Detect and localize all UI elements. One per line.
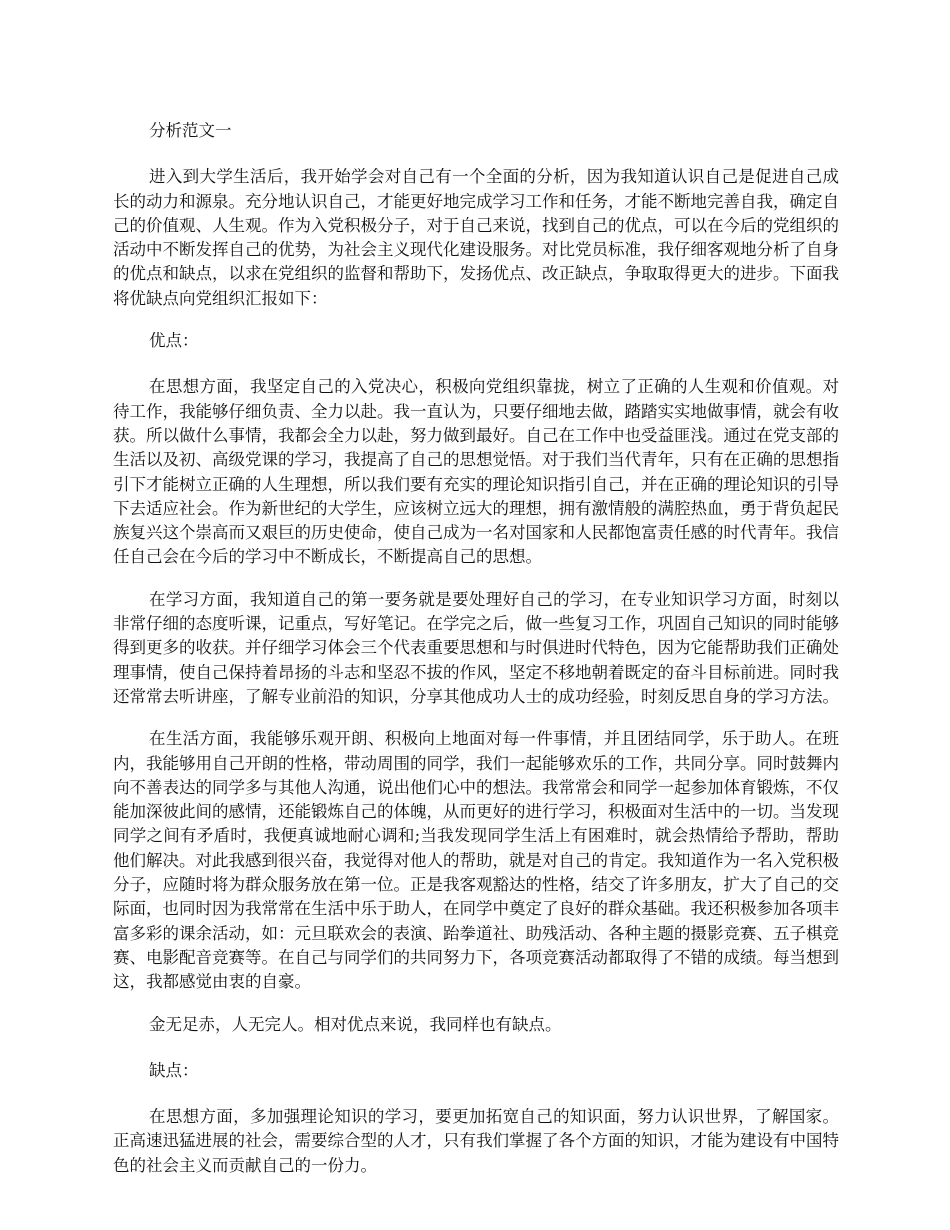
document-body <box>113 119 839 1196</box>
intro-paragraph: 进入到大学生活后，我开始学会对自己有一个全面的分析，因为我知道认识自己是促进自己成长的动力和源泉。充分地认识自己，才能更好地完成学习工作和任务，才能不断地完善自我，确定自己的价值观、人生观。作为入党积极分子，对于自己来说，找到自己的优点，可以在今后的党组织的活动中不断发挥自己的优势，为社会主义现代化建设服务。对比党员标准，我仔细客观地分析了自身的优点和缺点，以求在党组织的监督和帮助下，发扬优点、改正缺点，争取取得更大的进步。下面我将优缺点向党组织汇报如下： <box>113 167 839 308</box>
weaknesses-heading: 缺点： <box>149 1060 199 1080</box>
document-title: 分析范文一 <box>149 121 232 140</box>
transition-paragraph: 金无足赤，人无完人。相对优点来说，我同样也有缺点。 <box>149 1014 562 1034</box>
strength-thought-paragraph: 在思想方面，我坚定自己的入党决心，积极向党组织靠拢，树立了正确的人生观和价值观。对待工作，我能够仔细负责、全力以赴。我一直认为，只要仔细地去做，踏踏实实地做事情，就会有收获。所以做什么事情，我都会全力以赴，努力做到最好。自己在工作中也受益匪浅。通过在党支部的生活以及初、高级党课的学习，我提高了自己的思想觉悟。对于我们当代青年，只有在正确的思想指引下才能树立正确的人生理想，所以我们要有充实的理论知识指引自己，并在正确的理论知识的引导下去适应社会。作为新世纪的大学生，应该树立远大的理想，拥有激情般的满腔热血，勇于背负起民族复兴这个崇高而又艰巨的历史使命，使自己成为一名对国家和人民都饱富责任感的时代青年。我信任自己会在今后的学习中不断成长，不断提高自己的思想。 <box>113 377 839 567</box>
strength-study-paragraph: 在学习方面，我知道自己的第一要务就是要处理好自己的学习，在专业知识学习方面，时刻以非常仔细的态度听课，记重点，写好笔记。在学完之后，做一些复习工作，巩固自己知识的同时能够得到更多的收获。并仔细学习体会三个代表重要思想和与时俱进时代特色，因为它能帮助我们正确处理事情，使自己保持着昂扬的斗志和坚忍不拔的作风，坚定不移地朝着既定的奋斗目标前进。同时我还常常去听讲座，了解专业前沿的知识，分享其他成功人士的成功经验，时刻反思自身的学习方法。 <box>113 589 839 706</box>
strengths-heading: 优点： <box>149 331 199 351</box>
weakness-thought-paragraph: 在思想方面，多加强理论知识的学习，要更加拓宽自己的知识面，努力认识世界，了解国家。正高速迅猛进展的社会，需要综合型的人才，只有我们掌握了各个方面的知识，才能为建设有中国特色的社会主义而贡献自己的一份力。 <box>113 1107 839 1175</box>
strength-life-paragraph: 在生活方面，我能够乐观开朗、积极向上地面对每一件事情，并且团结同学，乐于助人。在班内，我能够用自己开朗的性格，带动周围的同学，我们一起能够欢乐的工作，共同分享。同时鼓舞内向不善表达的同学多与其他人沟通，说出他们心中的想法。我常常会和同学一起参加体育锻炼，不仅能加深彼此间的感情，还能锻炼自己的体魄，从而更好的进行学习，积极面对生活中的一切。当发现同学之间有矛盾时，我便真诚地耐心调和;当我发现同学生活上有困难时，就会热情给予帮助，帮助他们解决。对此我感到很兴奋，我觉得对他人的帮助，就是对自己的肯定。我知道作为一名入党积极分子，应随时将为群众服务放在第一位。正是我客观豁达的性格，结交了许多朋友，扩大了自己的交际面，也同时因为我常常在生活中乐于助人，在同学中奠定了良好的群众基础。我还积极参加各项丰富多彩的课余活动，如：元旦联欢会的表演、跆拳道社、助残活动、各种主题的摄影竞赛、五子棋竞赛、电影配音竞赛等。在自己与同学们的共同努力下，各项竞赛活动都取得了不错的成绩。每当想到这，我都感觉由衷的自豪。 <box>113 729 839 992</box>
